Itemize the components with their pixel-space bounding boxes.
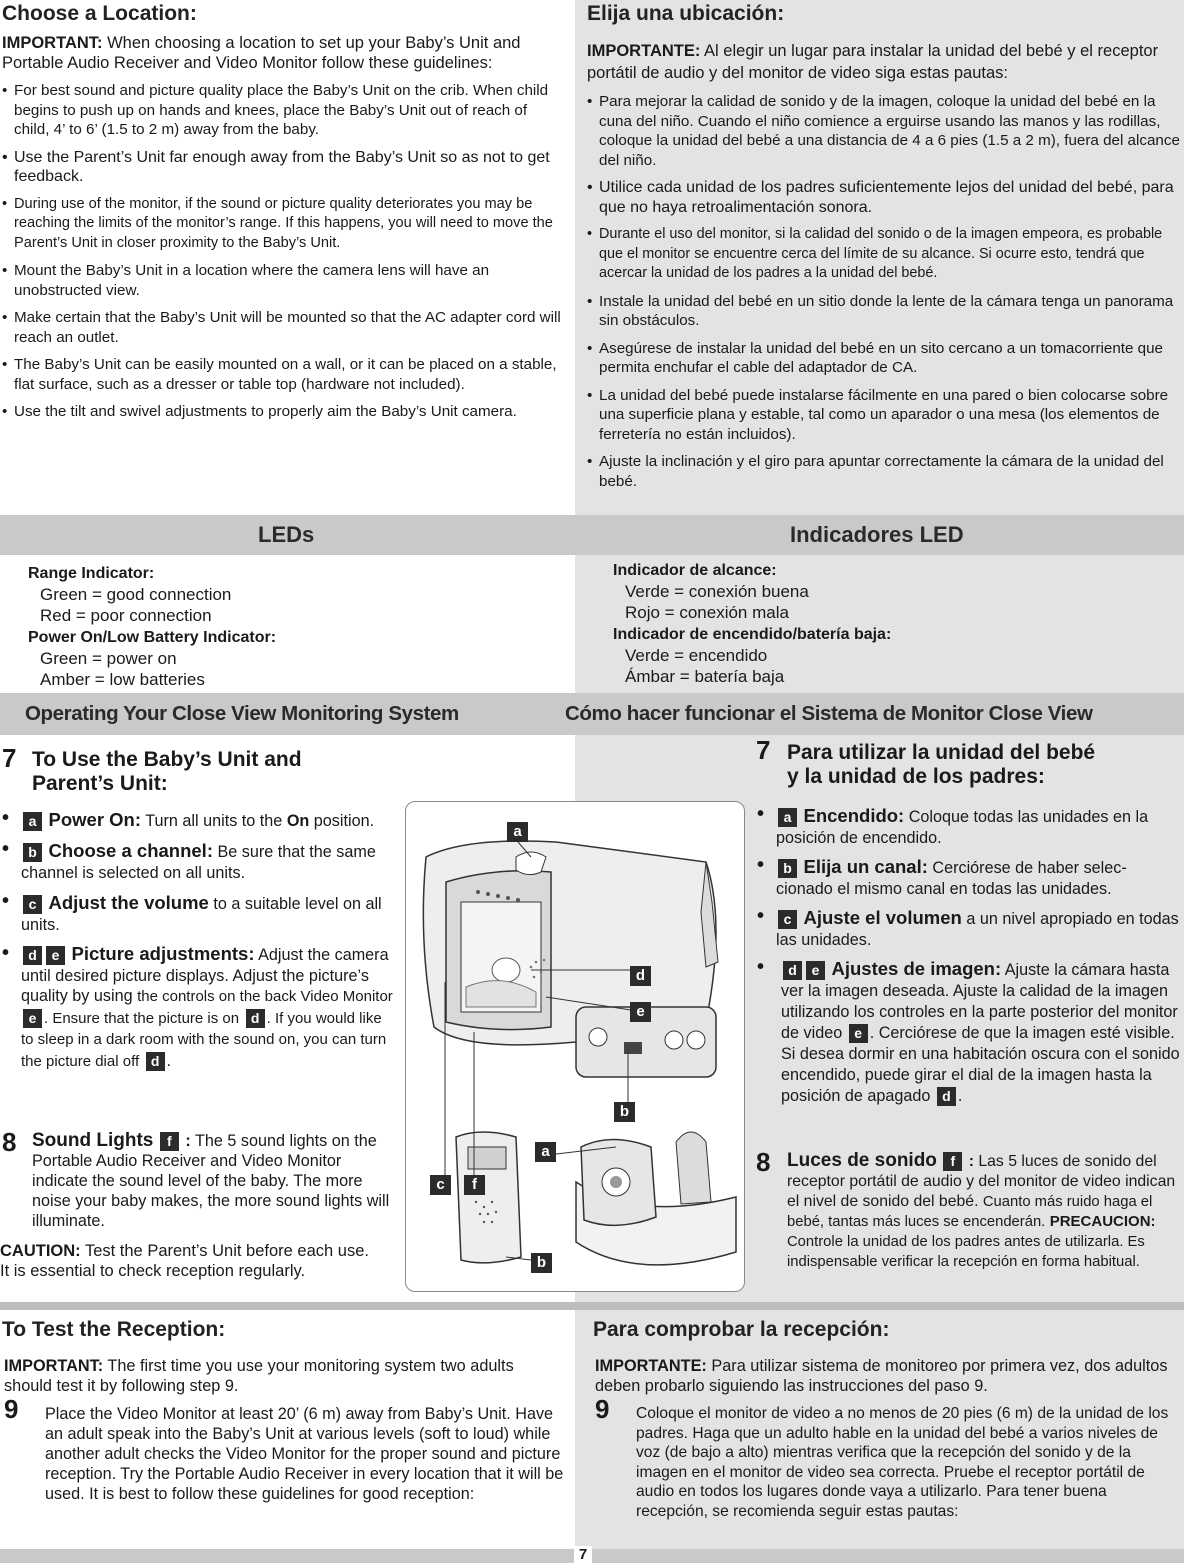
location-bullets-es <box>587 92 1182 491</box>
important-text: Para utilizar sistema de monitoreo por primera vez, dos adultos deben probarlo siguiendo las instrucciones del paso 9. <box>595 1357 1168 1395</box>
list-item: • Ajuste la inclinación y el giro para apuntar correctamente la cámara de la unidad del bebé. <box>587 452 1182 491</box>
key-e-badge: e <box>23 1009 42 1028</box>
callout-a-top: a <box>507 822 528 842</box>
list-item: • During use of the monitor, if the sound or picture quality deteriorates you may be reaching the limits of the monitor’s range. If this happens, you will need to move the Parent’s Unit in closer proximity to the Baby’s Unit. <box>2 195 565 254</box>
step-9-number: 9 <box>595 1394 610 1424</box>
step-7-title-en <box>32 748 302 796</box>
power-on-label: Power On: <box>48 809 142 830</box>
step-8-number: 8 <box>756 1147 771 1177</box>
list-item: • Asegúrese de instalar la unidad del bebé en un sito cercano a un tomacorriente que permita enchufar el cable del adaptador de CA. <box>587 339 1182 378</box>
list-item: • For best sound and picture quality place the Baby’s Unit on the crib. When child begins to push up on hands and knees, place the Baby’s Unit out of reach of child, 4’ to 6’ (1.5 to 2 m) away from the baby. <box>2 81 565 140</box>
operating-section-es <box>755 735 1184 1302</box>
adjust-volume-label: Ajuste el volumen <box>803 907 962 928</box>
led-line: Rojo = conexión mala <box>625 603 789 622</box>
important-text: The first time you use your monitoring system two adults should test it by following step 9. <box>4 1357 514 1395</box>
location-bullets-en <box>2 81 565 422</box>
caution-text: Test the Parent’s Unit before each use. It is essential to check reception regularly. <box>0 1242 369 1280</box>
operating-title-en: Operating Your Close View Monitoring System <box>25 702 459 725</box>
led-line: Ámbar = batería baja <box>625 667 785 686</box>
step-7-number: 7 <box>2 743 17 773</box>
list-item <box>757 856 1183 900</box>
key-b-badge: b <box>778 859 797 878</box>
step-7-title-line: Parent’s Unit: <box>32 772 168 795</box>
operating-section-en <box>0 735 400 1302</box>
location-section-en <box>0 0 575 515</box>
list-item: • Make certain that the Baby’s Unit will be mounted so that the AC adapter cord will reach an outlet. <box>2 308 565 347</box>
item-text: the controls on the back Video Monitor <box>137 988 393 1005</box>
power-indicator-label: Power On/Low Battery Indicator: <box>28 629 277 646</box>
step-8-es: Luces de sonido f : Las 5 luces de sonido del receptor portátil de audio y del monitor de video indican el nivel de sonido del bebé. Cuanto más ruido haga el bebé, tantas más luces se encenderán. PRECAUCION: Controle la unidad de los padres antes de utilizarla. Es indispensable verificar la recepción en forma habitual. <box>787 1150 1176 1270</box>
list-item: • d e Picture adjustments: Adjust the camera until desired picture displays. Adjust the picture’s quality by using the controls on the back Video Monitor e . Ensure that the picture is on d . If you would like to sleep in a dark room with the sound on, you can turn the picture dial off d . <box>2 944 394 1072</box>
power-on-label: Encendido: <box>803 805 905 826</box>
key-f-badge: f <box>943 1152 962 1171</box>
location-title-es: Elija una ubicación: <box>587 2 785 25</box>
step-8-number: 8 <box>2 1127 17 1157</box>
important-label: IMPORTANT: <box>2 34 103 52</box>
important-label: IMPORTANTE: <box>595 1357 707 1375</box>
leds-content-en <box>28 562 568 690</box>
item-text: Ajuste la cámara hasta ver la imagen deseada. Ajuste la calidad de la imagen utilizando los controles en la parte posterior del monitor de video <box>781 961 1178 1042</box>
key-e-badge: e <box>806 961 825 980</box>
list-item <box>2 840 394 884</box>
choose-channel-label: Choose a channel: <box>48 840 213 861</box>
step-8-en: Sound Lights f : The 5 sound lights on the Portable Audio Receiver and Video Monitor indicate the sound level of the baby. The more noise your baby makes, the more sound lights will illuminate. <box>32 1130 390 1231</box>
key-e-badge: e <box>46 946 65 965</box>
monitor-system-drawing <box>406 802 745 1292</box>
caution-text: Controle la unidad de los padres antes de utilizarla. Es indispensable verificar la recepción en forma habitual. <box>787 1234 1145 1270</box>
location-title-en: Choose a Location: <box>2 2 197 25</box>
adjust-volume-label: Adjust the volume <box>48 892 209 913</box>
leds-title-en: LEDs <box>258 522 315 547</box>
step-9-text-en: Place the Video Monitor at least 20’ (6 m) away from Baby’s Unit. Have an adult speak into the Baby’s Unit at various levels (soft to loud) while another adult checks the Video Monitor for the proper sound and picture reception. Try the Portable Audio Receiver in every location that it will be used. It is best to follow these guidelines for good reception: <box>45 1405 564 1503</box>
key-e-badge: e <box>849 1024 868 1043</box>
reception-important-es <box>595 1356 1174 1396</box>
item-text: Cerciórese de haber selec- cionado el mismo canal en todas las unidades. <box>776 859 1127 898</box>
list-item: • La unidad del bebé puede instalarse fácilmente en una pared o bien colocarse sobre una superficie plana y estable, tal como un aparador o una mesa (los elementos de ferretería no están incluidos). <box>587 386 1182 445</box>
callout-a-bottom: a <box>535 1142 556 1162</box>
item-text: a un nivel apropiado en todas las unidades. <box>776 910 1179 949</box>
list-item: • The Baby’s Unit can be easily mounted on a wall, or it can be placed on a stable, flat surface, such as a dresser or table top (hardware not included). <box>2 355 565 394</box>
key-a-badge: a <box>23 812 42 831</box>
important-text: When choosing a location to set up your Baby’s Unit and Portable Audio Receiver and Video Monitor follow these guidelines: <box>2 34 521 72</box>
range-indicator-label: Indicador de alcance: <box>613 562 777 579</box>
key-c-badge: c <box>23 895 42 914</box>
item-text: . Ensure that the picture is on <box>44 1009 240 1027</box>
key-c-badge: c <box>778 910 797 929</box>
operating-title-es: Cómo hacer funcionar el Sistema de Monitor Close View <box>565 702 1093 725</box>
step-9-text-es: Coloque el monitor de video a no menos de 20 pies (6 m) de la unidad de los padres. Haga que un adulto hable en la unidad del bebé a varios niveles de voz (de bajo a alto) mientras verifica que la recepción del sonido y de la imagen en el monitor de video sea correcta. Pruebe el receptor portátil de audio en todos los lugares donde vaya a utilizarlo. Para tener buena recepción, se recomienda seguir estas pautas: <box>636 1405 1169 1520</box>
item-text: . Cerciórese de que la imagen esté visible. Si desea dormir en una habitación oscura con el sonido encendido, puede girar el dial de la imagen hasta la posición de apagado <box>781 1024 1180 1105</box>
item-text: . <box>957 1087 963 1105</box>
picture-adjustments-label: Picture adjustments: <box>71 943 255 964</box>
callout-d: d <box>630 966 651 986</box>
callout-e: e <box>630 1002 651 1022</box>
picture-adjustments-label: Ajustes de imagen: <box>831 958 1002 979</box>
leds-content-es <box>613 559 1173 687</box>
key-d-badge: d <box>146 1052 165 1071</box>
step-8-text: Las 5 luces de sonido del receptor portátil de audio y del monitor de video indican el nivel de sonido del bebé. <box>787 1153 1176 1210</box>
step-7-title-line: Para utilizar la unidad del bebé <box>787 741 1096 764</box>
list-item: • Instale la unidad del bebé en un sitio donde la lente de la cámara tenga un panorama sin obstáculos. <box>587 292 1182 331</box>
reception-title-es: Para comprobar la recepción: <box>593 1318 890 1341</box>
important-text: Al elegir un lugar para instalar la unidad del bebé y el receptor portátil de audio y del monitor de video siga estas pautas: <box>587 42 1159 82</box>
callout-f: f <box>464 1175 485 1195</box>
led-line: Green = power on <box>40 649 177 668</box>
item-text: Turn all units to the <box>145 812 283 830</box>
sound-lights-label: Luces de sonido <box>787 1150 937 1171</box>
list-item <box>757 805 1183 849</box>
reception-title-en: To Test the Reception: <box>2 1318 226 1341</box>
key-f-badge: f <box>160 1132 179 1151</box>
footer-bar <box>0 1549 1184 1563</box>
item-text: to a suitable level on all units. <box>21 895 382 934</box>
step-9-number: 9 <box>4 1394 19 1424</box>
led-line: Verde = conexión buena <box>625 582 809 601</box>
list-item: • Para mejorar la calidad de sonido y de la imagen, coloque la unidad del bebé en la cuna del niño. Cuando el niño comience a erguirse usando las manos y las rodillas, coloque la unidad del bebé a una distancia de 4 a 6 pies (1.5 a 2 m), fuera del alcance del niño. <box>587 92 1182 170</box>
key-b-badge: b <box>23 843 42 862</box>
reception-section-en <box>0 1318 575 1549</box>
on-word: On <box>286 812 310 830</box>
important-label: IMPORTANT: <box>4 1357 104 1375</box>
location-section-es <box>575 0 1184 515</box>
choose-channel-label: Elija un canal: <box>803 856 928 877</box>
callout-b-bottom: b <box>531 1253 552 1273</box>
step-7-title-es <box>787 741 1095 789</box>
section-divider <box>0 1302 1184 1310</box>
item-text: position. <box>313 812 375 830</box>
key-d-badge: d <box>937 1087 956 1106</box>
item-text: . If you would like to sleep in a dark room with the sound on, you can turn the picture dial off <box>21 1009 387 1070</box>
location-important-es <box>587 40 1182 84</box>
list-item <box>757 907 1183 951</box>
operating-header-band <box>0 693 1184 735</box>
step-7-list-en <box>2 803 394 1072</box>
reception-section-es <box>575 1318 1184 1549</box>
page-number: 7 <box>574 1546 592 1563</box>
led-line: Green = good connection <box>40 585 232 604</box>
range-indicator-label: Range Indicator: <box>28 565 155 582</box>
step-7-title-line: To Use the Baby’s Unit and <box>32 748 302 771</box>
list-item <box>757 958 1183 1107</box>
important-label: IMPORTANTE: <box>587 42 701 60</box>
item-text: Adjust the camera until desired picture displays. Adjust the picture’s quality by using <box>21 946 389 1005</box>
step-8-text: The 5 sound lights on the Portable Audio Receiver and Video Monitor indicate the sound level of the baby. The more noise your baby makes, the more sound lights will illuminate. <box>32 1132 390 1231</box>
caution-label: PRECAUCION: <box>1049 1213 1156 1230</box>
caution-en <box>0 1241 380 1281</box>
reception-important-en <box>4 1356 565 1396</box>
product-illustration <box>405 801 745 1292</box>
step-7-number: 7 <box>756 735 771 765</box>
key-d-badge: d <box>783 961 802 980</box>
leds-header-band <box>0 515 1184 555</box>
step-7-list-es <box>757 799 1183 1107</box>
led-line: Red = poor connection <box>40 606 212 625</box>
key-d-badge: d <box>246 1009 265 1028</box>
list-item <box>2 809 394 832</box>
step-8-text: Cuanto más ruido haga el bebé, tantas más luces se encenderán. <box>787 1194 1153 1230</box>
callout-b-right: b <box>614 1102 635 1122</box>
sound-lights-label: Sound Lights <box>32 1130 154 1151</box>
item-text: Be sure that the same channel is selected on all units. <box>21 843 376 882</box>
key-a-badge: a <box>778 808 797 827</box>
list-item: • Durante el uso del monitor, si la calidad del sonido o de la imagen empeora, es probable que el monitor se encuentre cerca del límite de su alcance. Si ocurre esto, tendrá que acercar la unidad de los padres a la unidad del bebé. <box>587 225 1182 284</box>
step-7-title-line: y la unidad de los padres: <box>787 765 1045 788</box>
led-line: Amber = low batteries <box>40 670 205 689</box>
list-item: • Use the tilt and swivel adjustments to properly aim the Baby’s Unit camera. <box>2 402 565 422</box>
list-item <box>2 892 394 936</box>
led-line: Verde = encendido <box>625 646 768 665</box>
list-item: • Use the Parent’s Unit far enough away from the Baby’s Unit so as not to get feedback. <box>2 148 565 187</box>
callout-c: c <box>430 1175 451 1195</box>
power-indicator-label: Indicador de encendido/batería baja: <box>613 626 892 643</box>
location-important-en <box>2 33 565 73</box>
item-text: Coloque todas las unidades en la posición de encendido. <box>776 808 1149 847</box>
leds-title-es: Indicadores LED <box>790 522 964 547</box>
list-item: • Mount the Baby’s Unit in a location where the camera lens will have an unobstructed view. <box>2 261 565 300</box>
key-d-badge: d <box>23 946 42 965</box>
list-item: • Utilice cada unidad de los padres suficientemente lejos del unidad del bebé, para que no haya retroalimentación sonora. <box>587 178 1182 217</box>
caution-label: CAUTION: <box>0 1242 81 1260</box>
